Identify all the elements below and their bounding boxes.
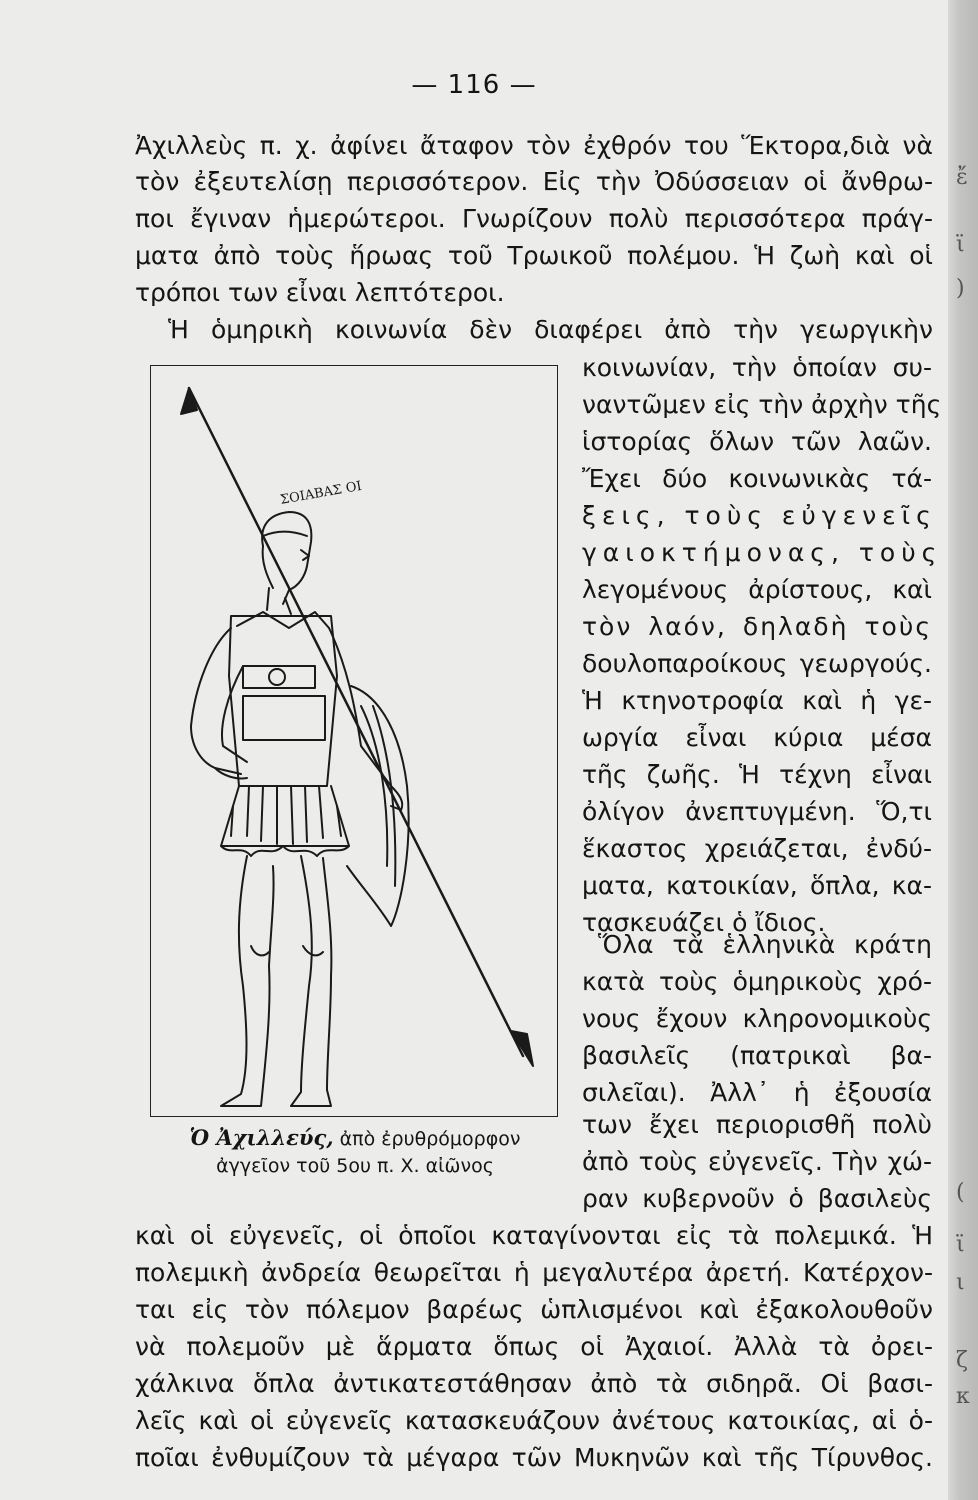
adjacent-page-gutter — [948, 0, 978, 1500]
text-line: νους ἔχουν κληρονομικοὺς — [582, 1004, 932, 1033]
text-line: ματα, κατοικίαν, ὅπλα, κα- — [582, 871, 932, 900]
text-line: ἀπὸ τοὺς εὐγενεῖς. Τὴν χώ- — [582, 1147, 932, 1176]
text-line: τῆς ζωῆς. Ἡ τέχνη εἶναι — [582, 760, 932, 789]
text-line: ωργία εἶναι κύρια μέσα — [582, 723, 932, 752]
text-line: καὶ οἱ εὐγενεῖς, οἱ ὁποῖοι καταγίνονται εἰς τὰ πολεμικά. Ἡ — [135, 1221, 933, 1250]
text-line: χάλκινα ὅπλα ἀντικατεστάθησαν ἀπὸ τὰ σιδηρᾶ. Οἱ βασι- — [135, 1369, 933, 1398]
text-line: πολεμικὴ ἀνδρεία θεωρεῖται ἡ μεγαλυτέρα ἀρετή. Κατέρχον- — [135, 1258, 933, 1287]
text-line: Ἡ κτηνοτροφία καὶ ἡ γε- — [582, 686, 932, 715]
text-line: κατὰ τοὺς ὁμηρικοὺς χρό- — [582, 967, 932, 996]
text-line: ποι ἔγιναν ἡμερώτεροι. Γνωρίζουν πολὺ περισσότερα πράγ- — [135, 204, 933, 233]
text-line: ποῖαι ἐνθυμίζουν τὰ μέγαρα τῶν Μυκηνῶν καὶ τῆς Τίρυνθος. — [135, 1443, 933, 1472]
text-line: νὰ πολεμοῦν μὲ ἅρματα ὅπως οἱ Ἀχαιοί. Ἀλλὰ τὰ ὀρει- — [135, 1332, 933, 1361]
text-line: λεῖς καὶ οἱ εὐγενεῖς κατασκευάζουν ἀνέτους κατοικίας, αἱ ὁ- — [135, 1406, 933, 1435]
gutter-mark: κ — [956, 1384, 970, 1409]
gutter-mark: ι — [956, 1270, 965, 1295]
text-line: σιλεῖαι). Ἀλλ᾽ ἡ ἐξουσία — [582, 1078, 932, 1107]
achilles-illustration — [150, 365, 558, 1117]
text-line: τασκευάζει ὁ ἴδιος. — [582, 908, 826, 937]
text-line: ναντῶμεν εἰς τὴν ἀρχὴν τῆς — [582, 390, 942, 419]
text-line: Ἔχει δύο κοινωνικὰς τά- — [582, 464, 932, 493]
text-line: ματα ἀπὸ τοὺς ἥρωας τοῦ Τρωικοῦ πολέμου. Ἡ ζωὴ καὶ οἱ — [135, 241, 933, 270]
text-line: τὸν ἐξευτελίσῃ περισσότερον. Εἰς τὴν Ὀδύσσειαν οἱ ἄνθρω- — [135, 167, 933, 196]
text-line: τὸν λαόν, δηλαδὴ τοὺς — [582, 612, 932, 641]
page-number: — 116 — — [411, 70, 537, 100]
gutter-mark: ἔ — [956, 165, 968, 190]
text-line: ραν κυβερνοῦν ὁ βασιλεὺς — [582, 1184, 932, 1213]
paragraph-first-line: Ὅλα τὰ ἑλληνικὰ κράτη — [598, 930, 932, 959]
caption-text: ἀπὸ ἐρυθρόμορφον — [339, 1128, 521, 1150]
gutter-mark: ) — [956, 276, 965, 301]
text-line: ται εἰς τὸν πόλεμον βαρέως ὡπλισμένοι καὶ ἐξακολουθοῦν — [135, 1295, 933, 1324]
caption-name: Ὁ Ἀχιλλεύς, — [189, 1125, 334, 1150]
text-line: Ἀχιλλεὺς π. χ. ἀφίνει ἄταφον τὸν ἐχθρόν του Ἕκτορα,διὰ νὰ — [135, 131, 933, 160]
figure-caption-line-1 — [140, 1124, 570, 1153]
gutter-mark: ζ — [956, 1348, 968, 1373]
text-line: τρόποι των εἶναι λεπτότεροι. — [135, 278, 505, 307]
gutter-mark: ϊ — [956, 232, 965, 257]
text-line: γαιοκτήμονας, τοὺς — [582, 538, 943, 567]
text-line: βασιλεῖς (πατρικαὶ βα- — [582, 1041, 932, 1070]
gutter-mark: ( — [956, 1180, 965, 1205]
vase-inscription: ΣΟΙΑΒΑΣ ΟΙ — [279, 478, 363, 508]
text-line: δουλοπαροίκους γεωργούς. — [582, 649, 932, 678]
achilles-line-drawing — [151, 366, 557, 1116]
paragraph-first-line: Ἡ ὁμηρικὴ κοινωνία δὲν διαφέρει ἀπὸ τὴν γεωργικὴν — [168, 315, 933, 344]
gutter-mark: ϊ — [956, 1232, 965, 1257]
text-line: των ἔχει περιορισθῆ πολὺ — [582, 1110, 932, 1139]
figure-caption-line-2: ἀγγεῖον τοῦ 5ου π. Χ. αἰῶνος — [216, 1155, 494, 1177]
text-line: ἕκαστος χρειάζεται, ἐνδύ- — [582, 834, 932, 863]
text-line: ξεις, τοὺς εὐγενεῖς — [582, 501, 937, 530]
text-line: λεγομένους ἀρίστους, καὶ — [582, 575, 932, 604]
text-line: ὀλίγον ἀνεπτυγμένη. Ὅ,τι — [582, 797, 932, 826]
text-line: κοινωνίαν, τὴν ὁποίαν συ- — [582, 353, 932, 382]
text-line: ἱστορίας ὅλων τῶν λαῶν. — [582, 427, 932, 456]
